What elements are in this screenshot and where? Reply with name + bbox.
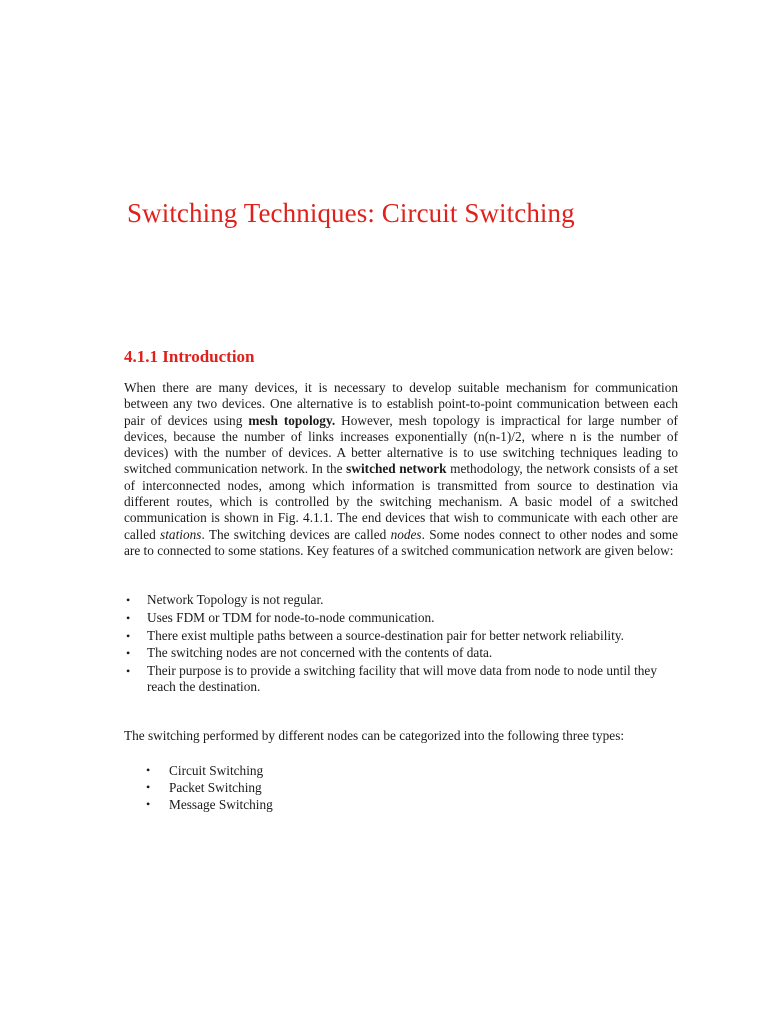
switching-types-list: [146, 762, 273, 813]
list-item: [124, 663, 678, 696]
term-stations: stations: [160, 526, 202, 542]
term-switched-network: switched network: [346, 461, 447, 477]
intro-text-2: However, mesh topology is impractical for large number of devices, because the number of links increases exponentially (n(n-1)/2, where n is the number of devices) with the number of devices. A better alternative is to use switching techniques leading to switched communication network. In the: [124, 412, 678, 477]
feature-text: The switching nodes are not concerned with the contents of data.: [147, 645, 493, 661]
list-item: [124, 610, 678, 626]
list-item: [124, 645, 678, 661]
intro-text-4: . The switching devices are called: [201, 526, 391, 542]
list-item: [146, 796, 273, 813]
types-intro-paragraph: The switching performed by different nodes can be categorized into the following three types:: [124, 728, 625, 743]
document-title: Switching Techniques: Circuit Switching: [127, 198, 575, 228]
feature-text: Network Topology is not regular.: [147, 592, 324, 607]
bullet-icon: •: [126, 664, 131, 679]
type-text: Circuit Switching: [169, 763, 264, 778]
intro-text-1: When there are many devices, it is necessary to develop suitable mechanism for communication between any two devices. One alternative is to establish point-to-point communication between each pair of devices using: [124, 380, 678, 428]
bullet-icon: •: [146, 780, 151, 794]
bullet-icon: •: [146, 797, 151, 811]
list-item: [124, 592, 678, 608]
list-item: [146, 779, 273, 796]
term-nodes: nodes: [390, 526, 422, 542]
intro-paragraph: [124, 380, 678, 559]
type-text: Message Switching: [169, 797, 273, 812]
feature-text: Their purpose is to provide a switching facility that will move data from node to node until they reach the destination.: [147, 663, 657, 695]
section-heading: 4.1.1 Introduction: [124, 347, 255, 366]
list-item: [146, 762, 273, 779]
feature-text: Uses FDM or TDM for node-to-node communication.: [147, 609, 435, 625]
bullet-icon: •: [126, 610, 131, 625]
bullet-icon: •: [146, 763, 151, 777]
intro-text-5: . Some nodes connect to other nodes and some are to connected to some stations. Key features of a switched communication network are given below:: [124, 526, 678, 558]
feature-list: [124, 592, 678, 697]
feature-text: There exist multiple paths between a source-destination pair for better network reliability.: [147, 627, 624, 643]
type-text: Packet Switching: [169, 780, 262, 795]
bullet-icon: •: [126, 593, 131, 607]
term-mesh-topology: mesh topology.: [248, 412, 336, 428]
list-item: [124, 628, 678, 644]
bullet-icon: •: [126, 628, 131, 643]
bullet-icon: •: [126, 646, 131, 661]
intro-text-3: methodology, the network consists of a set of interconnected nodes, among which information is transmitted from source to destination via different routes, which is controlled by the switching mechanism. A basic model of a switched communication is shown in Fig. 4.1.1. The end devices that wish to communicate with each other are called: [124, 461, 678, 542]
